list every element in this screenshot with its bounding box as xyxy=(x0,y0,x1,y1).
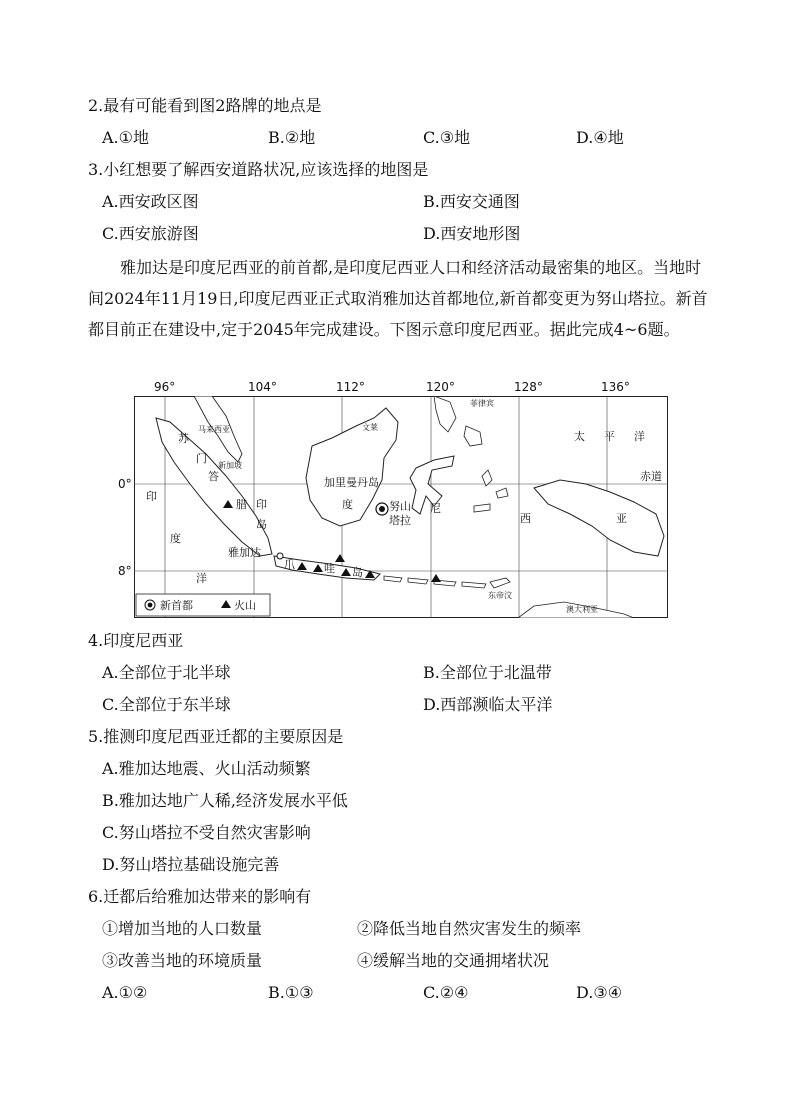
lon-label-112: 112° xyxy=(336,380,365,394)
label-nusantara-1: 努山 xyxy=(389,500,411,513)
q6-statement-4: ④缓解当地的交通拥堵状况 xyxy=(357,951,550,970)
label-sumatra-1: 苏 xyxy=(178,432,189,445)
label-java-1: 爪 xyxy=(284,558,295,571)
label-sumatra-2: 门 xyxy=(196,452,207,465)
label-borneo: 加里曼丹岛 xyxy=(324,476,379,489)
q5-option-d[interactable]: D.努山塔拉基础设施完善 xyxy=(102,855,280,874)
label-brunei: 文莱 xyxy=(362,423,378,432)
label-indonesia-3: 尼 xyxy=(430,502,441,515)
label-east-timor: 东帝汶 xyxy=(488,591,512,600)
label-pacific-1: 太 xyxy=(574,430,585,443)
label-java-2: 哇 xyxy=(324,562,335,575)
label-indonesia-5: 亚 xyxy=(616,512,627,525)
q2-option-b[interactable]: B.②地 xyxy=(268,128,316,147)
label-sumatra-4: 腊 xyxy=(236,498,247,511)
q2-option-d[interactable]: D.④地 xyxy=(576,128,624,147)
q3-option-d[interactable]: D.西安地形图 xyxy=(423,224,521,243)
label-indian-ocean-2: 度 xyxy=(170,532,181,545)
indonesia-map xyxy=(134,396,668,618)
q4-option-a[interactable]: A.全部位于北半球 xyxy=(102,663,231,682)
lat-label-0: 0° xyxy=(118,477,132,491)
label-philippines: 菲律宾 xyxy=(470,399,494,408)
lon-label-120: 120° xyxy=(426,380,455,394)
legend-volcano-label: 火山 xyxy=(234,599,256,612)
q3-option-c[interactable]: C.西安旅游图 xyxy=(102,224,199,243)
q3-option-b[interactable]: B.西安交通图 xyxy=(423,192,520,211)
label-pacific-2: 平 xyxy=(604,430,615,443)
q2-stem: 2.最有可能看到图2路牌的地点是 xyxy=(88,96,322,115)
label-indonesia-4: 西 xyxy=(520,512,531,525)
intro-paragraph xyxy=(88,252,708,345)
q2-option-c[interactable]: C.③地 xyxy=(423,128,471,147)
q6-option-c[interactable]: C.②④ xyxy=(423,983,469,1002)
q6-option-a[interactable]: A.①② xyxy=(102,983,148,1002)
q5-option-a[interactable]: A.雅加达地震、火山活动频繁 xyxy=(102,759,311,778)
label-pacific-3: 洋 xyxy=(634,430,645,443)
q6-statement-3: ③改善当地的环境质量 xyxy=(102,951,263,970)
q2-option-a[interactable]: A.①地 xyxy=(102,128,149,147)
q6-stem: 6.迁都后给雅加达带来的影响有 xyxy=(88,887,312,906)
label-java-3: 岛 xyxy=(352,566,363,579)
lon-label-128: 128° xyxy=(514,380,543,394)
map-legend xyxy=(136,594,270,616)
label-malaysia: 马来西亚 xyxy=(198,425,230,434)
label-australia: 澳大利亚 xyxy=(566,605,598,614)
label-sumatra-3: 答 xyxy=(208,470,219,483)
lon-label-96: 96° xyxy=(154,380,176,394)
label-indonesia-2: 度 xyxy=(342,498,353,511)
label-indian-ocean-3: 洋 xyxy=(196,572,207,585)
q4-option-b[interactable]: B.全部位于北温带 xyxy=(423,663,552,682)
q4-stem: 4.印度尼西亚 xyxy=(88,631,184,650)
label-nusantara-2: 塔拉 xyxy=(389,514,411,527)
label-indian-ocean-1: 印 xyxy=(146,490,157,503)
q6-option-b[interactable]: B.①③ xyxy=(268,983,314,1002)
lat-label-8: 8° xyxy=(118,564,132,578)
q6-statement-1: ①增加当地的人口数量 xyxy=(102,919,263,938)
q5-option-c[interactable]: C.努山塔拉不受自然灾害影响 xyxy=(102,823,311,842)
q3-stem: 3.小红想要了解西安道路状况,应该选择的地图是 xyxy=(88,160,429,179)
q6-statement-2: ②降低当地自然灾害发生的频率 xyxy=(357,919,582,938)
q5-stem: 5.推测印度尼西亚迁都的主要原因是 xyxy=(88,727,344,746)
q6-option-d[interactable]: D.③④ xyxy=(576,983,623,1002)
label-singapore: 新加坡 xyxy=(218,461,242,470)
label-peninsula-dao: 岛 xyxy=(256,518,267,531)
legend-capital-label: 新首都 xyxy=(160,599,193,612)
label-equator: 赤道 xyxy=(640,470,662,483)
jakarta-marker xyxy=(277,553,283,559)
q4-option-c[interactable]: C.全部位于东半球 xyxy=(102,695,231,714)
q5-option-b[interactable]: B.雅加达地广人稀,经济发展水平低 xyxy=(102,791,348,810)
label-jakarta: 雅加达 xyxy=(228,546,261,559)
lon-label-104: 104° xyxy=(248,380,277,394)
new-capital-dot xyxy=(379,506,385,512)
q4-option-d[interactable]: D.西部濒临太平洋 xyxy=(423,695,553,714)
q3-option-a[interactable]: A.西安政区图 xyxy=(102,192,199,211)
intro-text: 雅加达是印度尼西亚的前首都,是印度尼西亚人口和经济活动最密集的地区。当地时间2024年11月19日,印度尼西亚正式取消雅加达首都地位,新首都变更为努山塔拉。新首都目前正在建设中,定于2045年完成建设。下图示意印度尼西亚。据此完成4~6题。 xyxy=(88,258,708,339)
label-indonesia-1: 印 xyxy=(256,498,267,511)
lon-label-136: 136° xyxy=(601,380,630,394)
